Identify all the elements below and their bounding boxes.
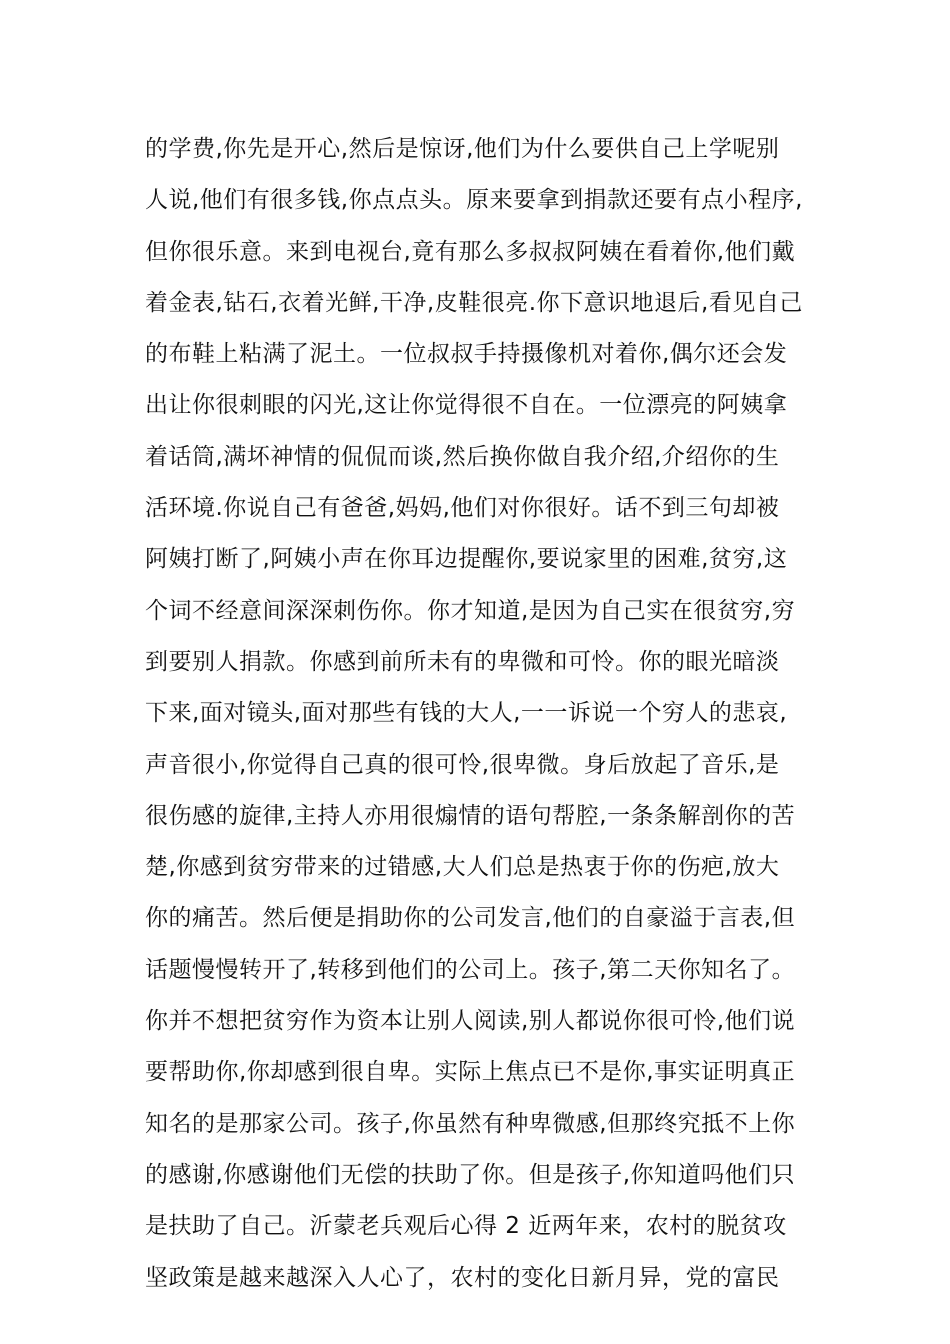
text-line: 楚,你感到贫穷带来的过错感,大人们总是热衷于你的伤疤,放大 (145, 854, 780, 881)
text-line: 是扶助了自己。沂蒙老兵观后心得 2 近两年来，农村的脱贫攻 (145, 1213, 787, 1240)
text-line: 很伤感的旋律,主持人亦用很煽情的语句帮腔,一条条解剖你的苦 (145, 802, 796, 829)
text-line: 你的痛苦。然后便是捐助你的公司发言,他们的自豪溢于言表,但 (145, 905, 796, 932)
text-line: 要帮助你,你却感到很自卑。实际上焦点已不是你,事实证明真正 (145, 1059, 796, 1086)
text-line: 出让你很刺眼的闪光,这让你觉得很不自在。一位漂亮的阿姨拿 (145, 392, 788, 419)
text-line: 人说,他们有很多钱,你点点头。原来要拿到捐款还要有点小程序, (145, 187, 803, 214)
text-line: 知名的是那家公司。孩子,你虽然有种卑微感,但那终究抵不上你 (145, 1110, 796, 1137)
text-line: 到要别人捐款。你感到前所未有的卑微和可怜。你的眼光暗淡 (145, 648, 780, 675)
text-line: 的布鞋上粘满了泥土。一位叔叔手持摄像机对着你,偶尔还会发 (145, 341, 788, 368)
body-text (145, 124, 815, 1304)
text-line: 声音很小,你觉得自己真的很可怜,很卑微。身后放起了音乐,是 (145, 751, 780, 778)
text-line: 坚政策是越来越深入人心了，农村的变化日新月异，党的富民 (145, 1264, 780, 1291)
text-line: 个词不经意间深深刺伤你。你才知道,是因为自己实在很贫穷,穷 (145, 597, 796, 624)
text-line: 着金表,钻石,衣着光鲜,干净,皮鞋很亮.你下意识地退后,看见自己 (145, 289, 803, 316)
text-line: 话题慢慢转开了,转移到他们的公司上。孩子,第二天你知名了。 (145, 956, 796, 983)
text-line: 的感谢,你感谢他们无偿的扶助了你。但是孩子,你知道吗他们只 (145, 1161, 796, 1188)
text-line: 的学费,你先是开心,然后是惊讶,他们为什么要供自己上学呢别 (145, 136, 780, 162)
text-line: 但你很乐意。来到电视台,竟有那么多叔叔阿姨在看着你,他们戴 (145, 238, 796, 265)
text-line: 你并不想把贫穷作为资本让别人阅读,别人都说你很可怜,他们说 (145, 1008, 796, 1035)
text-line: 活环境.你说自己有爸爸,妈妈,他们对你很好。话不到三句却被 (145, 495, 780, 522)
text-line: 阿姨打断了,阿姨小声在你耳边提醒你,要说家里的困难,贫穷,这 (145, 546, 788, 573)
text-line: 着话筒,满坏神情的侃侃而谈,然后换你做自我介绍,介绍你的生 (145, 443, 780, 470)
text-line: 下来,面对镜头,面对那些有钱的大人,一一诉说一个穷人的悲哀, (145, 700, 788, 727)
